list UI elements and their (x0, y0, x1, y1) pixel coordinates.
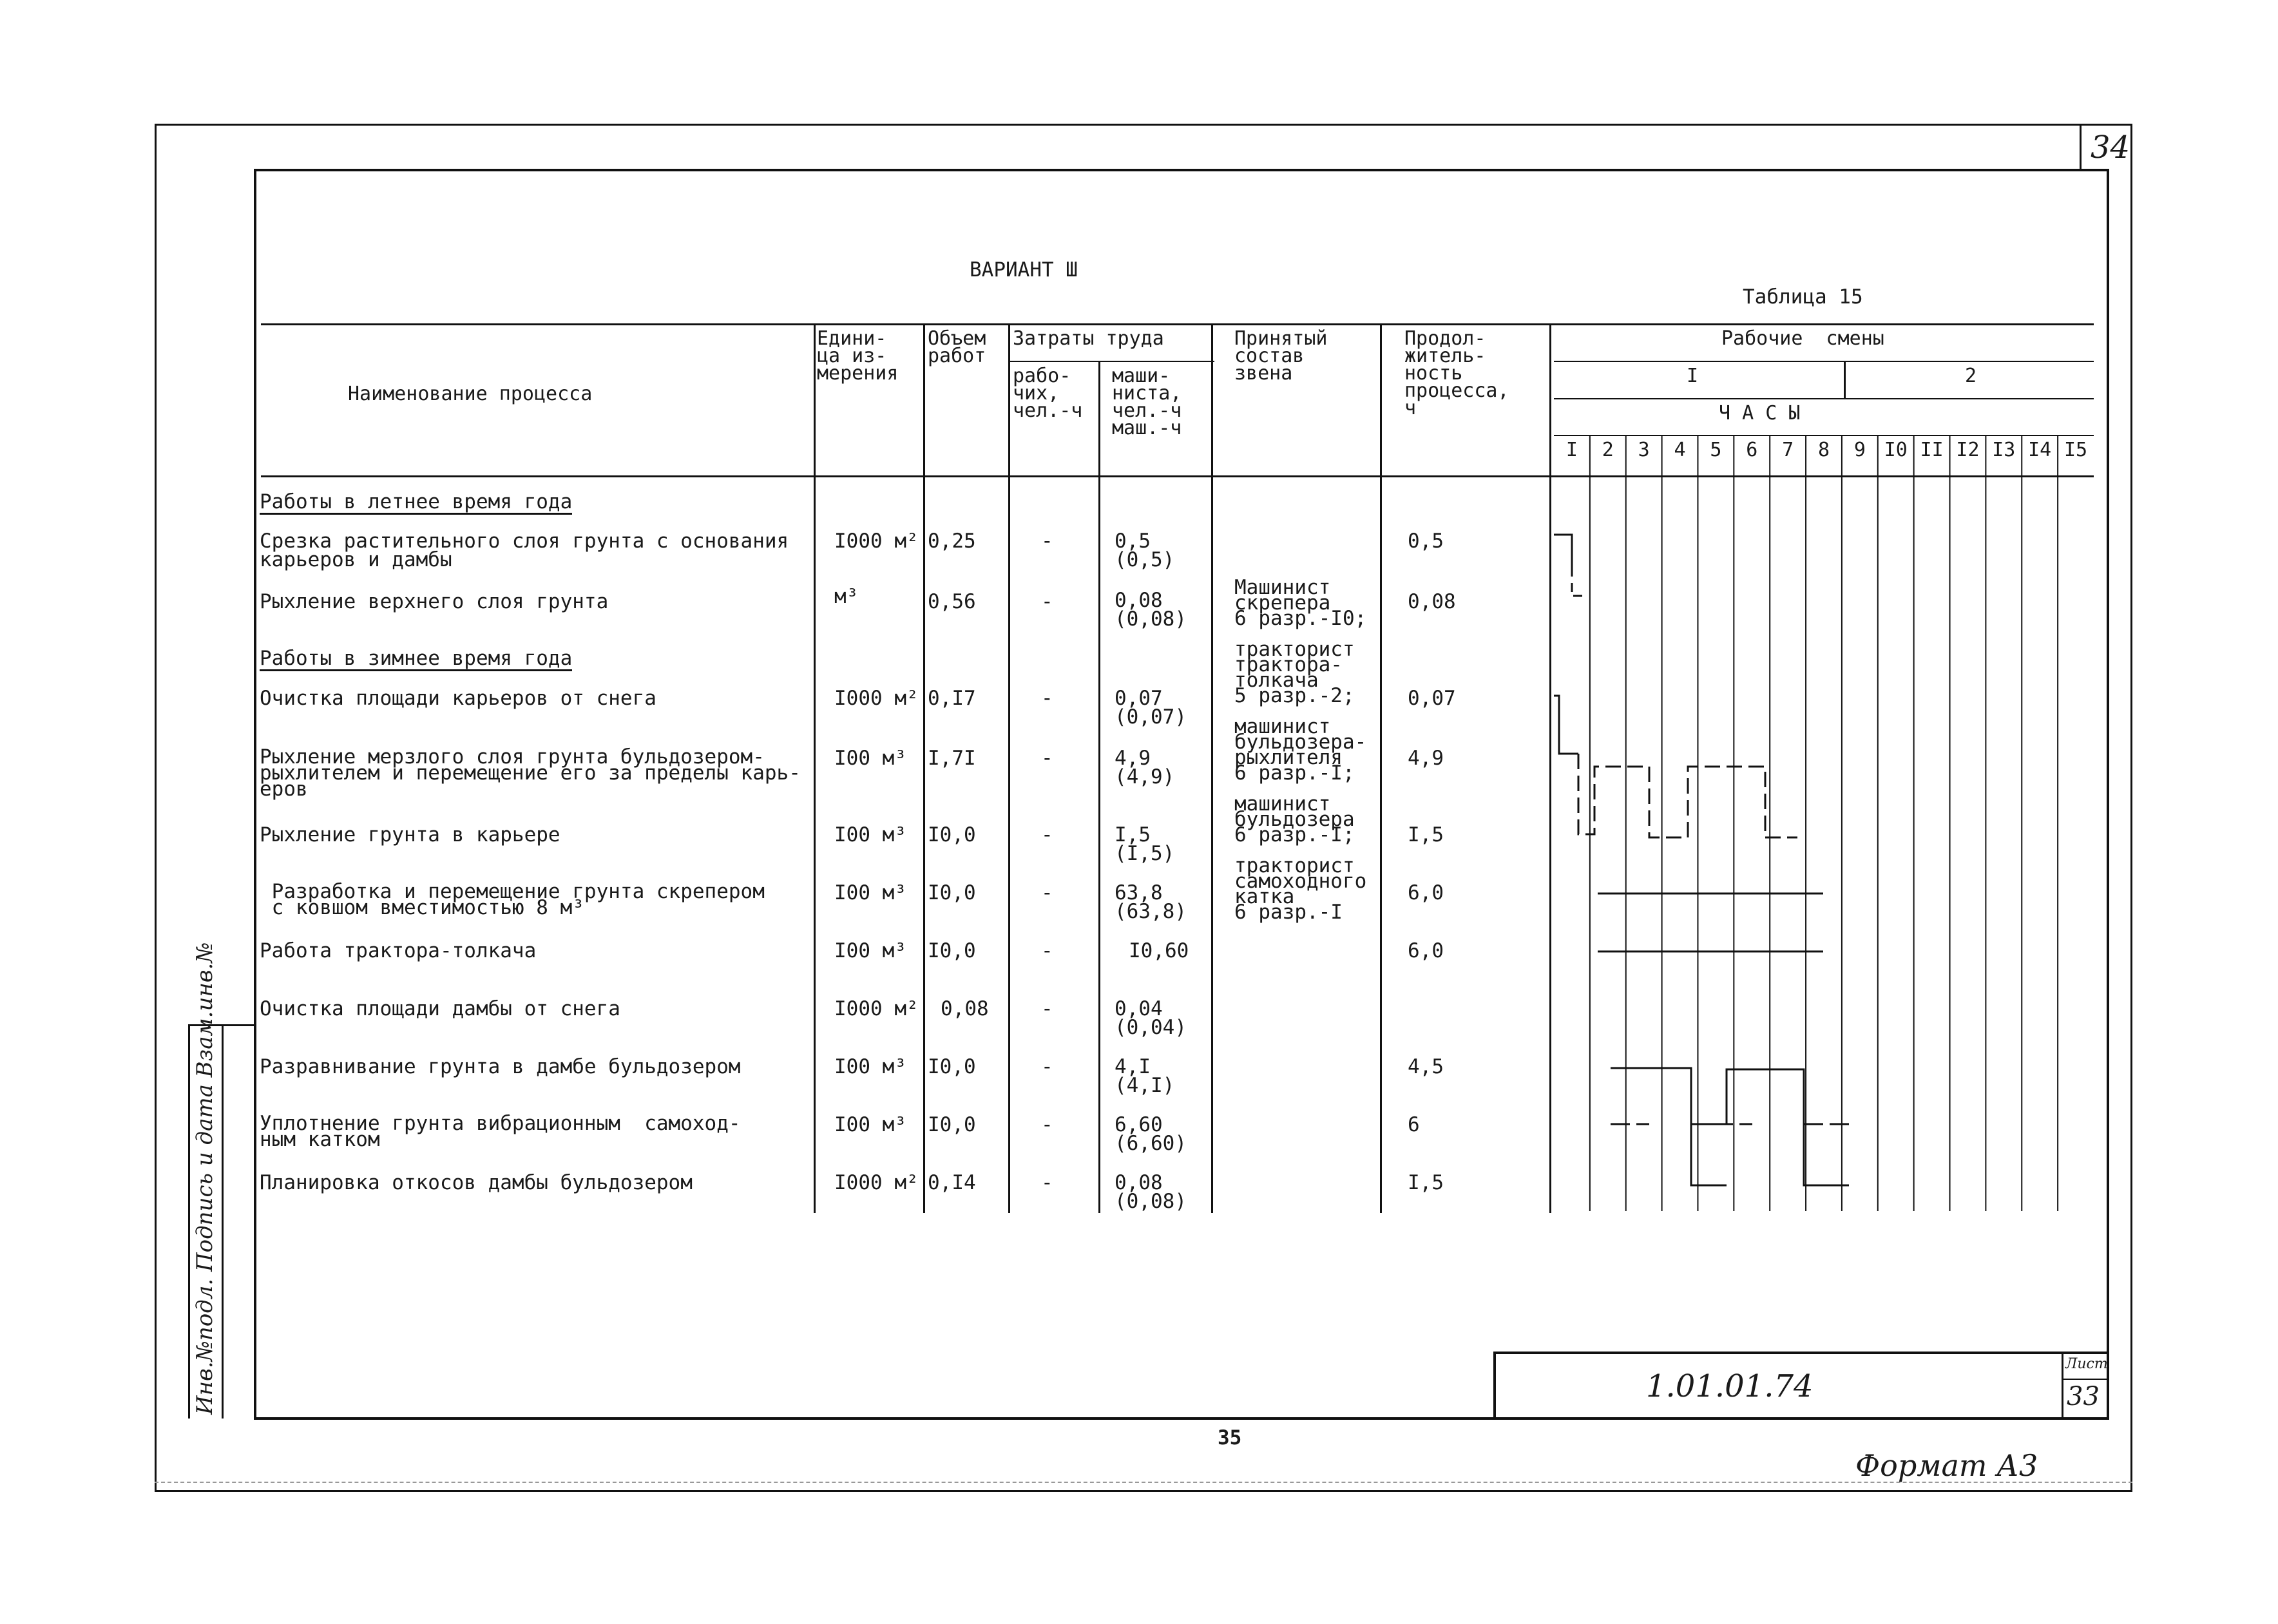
header-crew: Принятый состав звена (1234, 327, 1328, 385)
row-volume: I,7I (928, 747, 976, 770)
hour-label-8: 8 (1817, 439, 1830, 461)
bar-leveling (1611, 1068, 1804, 1124)
title-block-left (1493, 1352, 1496, 1419)
header-name: Наименование процесса (348, 383, 593, 405)
side-stamp-text: Инв.№подл. Подпись и дата Взам.инв.№ (192, 942, 218, 1415)
header-labor: Затраты труда (1013, 327, 1164, 350)
row-machinists: 6,60 (6,60) (1115, 1113, 1187, 1155)
bar-snow-quarries (1554, 696, 1578, 754)
row-workers: - (1041, 939, 1053, 962)
row-name: Рыхление грунта в карьере (260, 823, 560, 846)
row-workers: - (1041, 1055, 1053, 1078)
row-volume: 0,25 (928, 530, 976, 553)
row-duration: 4,9 (1408, 747, 1444, 770)
row-duration: 4,5 (1408, 1055, 1444, 1078)
hour-label-15: I5 (2063, 439, 2088, 461)
hour-label-1: I (1565, 439, 1578, 461)
hour-grid (1590, 436, 2058, 1211)
row-name: Работа трактора-толкача (260, 939, 537, 962)
title-block-sheet-div (2062, 1352, 2063, 1419)
row-name: Разравнивание грунта в дамбе бульдозером (260, 1055, 741, 1078)
row-duration: 0,07 (1408, 687, 1456, 710)
section-summer: Работы в летнее время года (260, 490, 573, 513)
row-workers: - (1041, 997, 1053, 1020)
row-unit: I000 м² (834, 530, 919, 553)
hour-label-7: 7 (1782, 439, 1794, 461)
header-shift1: I (1687, 365, 1699, 387)
row-unit: I00 м³ (834, 1055, 906, 1078)
row-volume: 0,08 (941, 997, 989, 1020)
header-workers: рабо- чих, чел.-ч (1013, 365, 1083, 422)
title-block-top (1493, 1352, 2109, 1354)
row-machinists: I,5 (I,5) (1115, 823, 1175, 865)
row-workers: - (1041, 530, 1053, 553)
hour-label-5: 5 (1710, 439, 1722, 461)
row-name: Очистка площади карьеров от снега (260, 687, 656, 710)
doc-code: 1.01.01.74 (1646, 1368, 1814, 1404)
page-number-bottom: 35 (1218, 1426, 1242, 1449)
row-name: Очистка площади дамбы от снега (260, 997, 620, 1020)
row-duration: 6,0 (1408, 939, 1444, 962)
hour-label-9: 9 (1853, 439, 1866, 461)
hour-label-6: 6 (1746, 439, 1758, 461)
hour-label-10: I0 (1884, 439, 1908, 461)
row-workers: - (1041, 1171, 1053, 1194)
row-unit: I00 м³ (834, 823, 906, 846)
row-workers: - (1041, 881, 1053, 904)
row-workers: - (1041, 1113, 1053, 1136)
row-workers: - (1041, 590, 1053, 613)
header-hours: Ч А С Ы (1719, 402, 1801, 425)
row-name: Рыхление мерзлого слоя грунта бульдозером- рыхлителем и перемещение его за пределы карь- еров (260, 745, 801, 801)
row-name: Разработка и перемещение грунта скрепером с ковшом вместимостью 8 м³ (271, 880, 765, 919)
row-machinists: 0,08 (0,08) (1115, 1171, 1187, 1213)
hour-label-11: II (1920, 439, 1944, 461)
row-name: Уплотнение грунта вибрационным самоход- ным катком (260, 1112, 741, 1151)
sheet-number: 33 (2067, 1382, 2100, 1411)
crew-composition: Машинист скрепера 6 разр.-I0; тракторист трактора- толкача 5 разр.-2; машинист бульдозера- рыхлителя 6 разр.-I; машинист бульдозера 6 разр.-I; тракторист самоходного катка 6 разр.-I (1234, 576, 1367, 924)
row-machinists: 63,8 (63,8) (1115, 881, 1187, 923)
header-unit: Едини- ца из- мерения (817, 327, 899, 385)
row-volume: I0,0 (928, 1113, 976, 1136)
row-unit: I000 м² (834, 687, 919, 710)
corner-number: 34 (2091, 129, 2130, 166)
hour-label-13: I3 (1992, 439, 2016, 461)
header-volume: Объем работ (928, 327, 986, 367)
row-unit: I00 м³ (834, 747, 906, 770)
hour-label-3: 3 (1638, 439, 1650, 461)
table-label: Таблица 15 (1743, 285, 1863, 309)
row-volume: 0,I7 (928, 687, 976, 710)
row-machinists: 0,07 (0,07) (1115, 687, 1187, 729)
row-workers: - (1041, 823, 1053, 846)
row-duration: 0,5 (1408, 530, 1444, 553)
row-name: Планировка откосов дамбы бульдозером (260, 1171, 693, 1194)
row-machinists: 0,08 (0,08) (1115, 589, 1187, 631)
header-duration: Продол- житель- ность процесса, ч (1404, 327, 1509, 419)
hour-label-12: I2 (1956, 439, 1980, 461)
row-machinists: I0,60 (1129, 939, 1189, 962)
bar-frozen-soil (1578, 754, 1797, 837)
row-volume: 0,I4 (928, 1171, 976, 1194)
row-unit: м³ (834, 585, 859, 608)
bar-stripping (1554, 535, 1572, 577)
hour-label-2: 2 (1602, 439, 1614, 461)
format-label: Формат А3 (1855, 1448, 2038, 1483)
row-machinists: 4,I (4,I) (1115, 1055, 1175, 1097)
row-machinists: 0,5 (0,5) (1115, 530, 1175, 571)
hour-label-14: I4 (2028, 439, 2052, 461)
header-machinists: маши- ниста, чел.-ч маш.-ч (1112, 365, 1182, 439)
variant-title: ВАРИАНТ Ш (970, 258, 1078, 282)
row-unit: I00 м³ (834, 881, 906, 904)
row-volume: I0,0 (928, 1055, 976, 1078)
row-workers: - (1041, 687, 1053, 710)
bar-loosening-top (1572, 583, 1582, 596)
row-machinists: 4,9 (4,9) (1115, 747, 1175, 788)
row-duration: 6,0 (1408, 881, 1444, 904)
header-shifts: Рабочие смены (1721, 327, 1884, 350)
header-shift2: 2 (1965, 365, 1977, 387)
sheet-label: Лист (2065, 1356, 2108, 1372)
row-name: Рыхление верхнего слоя грунта (260, 590, 609, 613)
row-name: Срезка растительного слоя грунта с основания карьеров и дамбы (260, 530, 789, 571)
row-unit: I00 м³ (834, 1113, 906, 1136)
row-volume: I0,0 (928, 881, 976, 904)
title-block-sheet-mid (2062, 1379, 2108, 1380)
row-volume: I0,0 (928, 939, 976, 962)
row-unit: I000 м² (834, 997, 919, 1020)
bottom-dashed-rule (155, 1482, 2132, 1483)
row-volume: 0,56 (928, 590, 976, 613)
row-unit: I000 м² (834, 1171, 919, 1194)
row-unit: I00 м³ (834, 939, 906, 962)
row-volume: I0,0 (928, 823, 976, 846)
section-winter: Работы в зимнее время года (260, 647, 573, 670)
row-machinists: 0,04 (0,04) (1115, 997, 1187, 1039)
row-duration: 6 (1408, 1113, 1420, 1136)
row-duration: I,5 (1408, 823, 1444, 846)
row-duration: I,5 (1408, 1171, 1444, 1194)
row-duration: 0,08 (1408, 590, 1456, 613)
row-workers: - (1041, 747, 1053, 770)
hour-label-4: 4 (1674, 439, 1686, 461)
